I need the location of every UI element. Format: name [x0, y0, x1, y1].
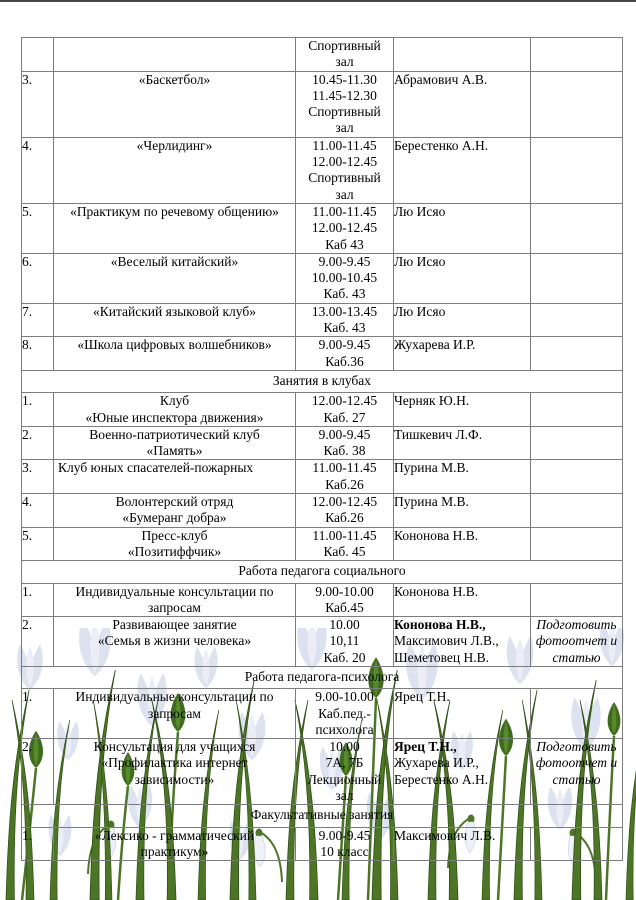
cell-activity: Клуб «Юные инспектора движения» [54, 393, 296, 427]
cell-time: 9.00-9.45 10 класс [296, 827, 394, 861]
table-row [22, 426, 623, 460]
table-row [22, 203, 623, 253]
table-row [22, 38, 623, 72]
cell-teacher: Берестенко А.Н. [394, 137, 531, 203]
cell-activity: «Школа цифровых волшебников» [54, 337, 296, 371]
cell-activity: Индивидуальные консультации по запросам [54, 689, 296, 739]
cell-notes: Подготовить фотоотчет и статью [531, 739, 623, 805]
table-row [22, 303, 623, 337]
cell-time: 12.00-12.45 Каб. 27 [296, 393, 394, 427]
cell-number: 1. [22, 689, 54, 739]
cell-notes [531, 426, 623, 460]
cell-time: 11.00-11.45 Каб.26 [296, 460, 394, 494]
table-row [22, 494, 623, 528]
cell-time: Спортивный зал [296, 38, 394, 72]
cell-notes: Подготовить фотоотчет и статью [531, 617, 623, 667]
cell-activity: Волонтерский отряд «Бумеранг добра» [54, 494, 296, 528]
cell-number: 5. [22, 527, 54, 561]
table-row [22, 827, 623, 861]
section-row [22, 561, 623, 583]
cell-activity: Клуб юных спасателей-пожарных [54, 460, 296, 494]
cell-notes [531, 203, 623, 253]
cell-notes [531, 137, 623, 203]
cell-number: 4. [22, 137, 54, 203]
table-row [22, 527, 623, 561]
cell-time: 9.00-10.00 Каб.45 [296, 583, 394, 617]
section-header: Факультативные занятия [22, 805, 623, 827]
cell-time: 11.00-11.45 12.00-12.45 Каб 43 [296, 203, 394, 253]
table-row [22, 460, 623, 494]
table-row [22, 617, 623, 667]
cell-teacher: Максимович Л.В. [394, 827, 531, 861]
cell-number [22, 38, 54, 72]
cell-teacher: Пурина М.В. [394, 460, 531, 494]
cell-teacher: Пурина М.В. [394, 494, 531, 528]
table-row [22, 689, 623, 739]
cell-teacher: Жухарева И.Р. [394, 337, 531, 371]
cell-time: 10.00 7А, 7Б Лекционный зал [296, 739, 394, 805]
cell-activity: «Баскетбол» [54, 71, 296, 137]
cell-notes [531, 71, 623, 137]
cell-teacher [394, 38, 531, 72]
cell-activity: «Китайский языковой клуб» [54, 303, 296, 337]
cell-teacher: Кононова Н.В., Максимович Л.В., Шеметовец Н.В. [394, 617, 531, 667]
section-header: Занятия в клубах [22, 370, 623, 392]
cell-notes [531, 337, 623, 371]
cell-notes [531, 494, 623, 528]
schedule-table-body [22, 38, 623, 861]
cell-number: 8. [22, 337, 54, 371]
cell-time: 9.00-10.00 Каб.пед.- психолога [296, 689, 394, 739]
cell-number: 3. [22, 71, 54, 137]
cell-notes [531, 38, 623, 72]
cell-teacher: Черняк Ю.Н. [394, 393, 531, 427]
schedule-table [21, 37, 623, 861]
cell-number: 3. [22, 460, 54, 494]
cell-time: 12.00-12.45 Каб.26 [296, 494, 394, 528]
cell-activity: «Практикум по речевому общению» [54, 203, 296, 253]
table-row [22, 137, 623, 203]
cell-notes [531, 303, 623, 337]
cell-number: 6. [22, 253, 54, 303]
cell-activity: Консультация для учащихся «Профилактика интернет зависимости» [54, 739, 296, 805]
cell-notes [531, 689, 623, 739]
cell-notes [531, 253, 623, 303]
cell-number: 1. [22, 393, 54, 427]
table-row [22, 71, 623, 137]
table-row [22, 253, 623, 303]
cell-number: 1. [22, 827, 54, 861]
page-top-rule [0, 0, 636, 2]
cell-notes [531, 527, 623, 561]
cell-number: 1. [22, 583, 54, 617]
cell-time: 11.00-11.45 Каб. 45 [296, 527, 394, 561]
cell-activity: Развивающее занятие «Семья в жизни человека» [54, 617, 296, 667]
cell-activity: «Черлидинг» [54, 137, 296, 203]
cell-teacher: Абрамович А.В. [394, 71, 531, 137]
cell-number: 2. [22, 426, 54, 460]
cell-activity: Военно-патриотический клуб «Память» [54, 426, 296, 460]
table-row [22, 583, 623, 617]
cell-time: 13.00-13.45 Каб. 43 [296, 303, 394, 337]
cell-activity: Пресс-клуб «Позитиффчик» [54, 527, 296, 561]
cell-teacher: Лю Исяо [394, 253, 531, 303]
cell-teacher: Кононова Н.В. [394, 527, 531, 561]
cell-activity: «Лексико - грамматический практикум» [54, 827, 296, 861]
section-row [22, 666, 623, 688]
cell-time: 10.00 10,11 Каб. 20 [296, 617, 394, 667]
table-row [22, 337, 623, 371]
cell-activity [54, 38, 296, 72]
cell-activity: «Веселый китайский» [54, 253, 296, 303]
cell-teacher: Ярец Т.Н., Жухарева И.Р., Берестенко А.Н. [394, 739, 531, 805]
cell-teacher: Тишкевич Л.Ф. [394, 426, 531, 460]
cell-time: 9.00-9.45 Каб.36 [296, 337, 394, 371]
cell-activity: Индивидуальные консультации по запросам [54, 583, 296, 617]
cell-teacher: Лю Исяо [394, 303, 531, 337]
cell-number: 2. [22, 739, 54, 805]
section-row [22, 805, 623, 827]
cell-notes [531, 583, 623, 617]
cell-number: 5. [22, 203, 54, 253]
cell-number: 7. [22, 303, 54, 337]
cell-number: 4. [22, 494, 54, 528]
section-header: Работа педагога социального [22, 561, 623, 583]
cell-number: 2. [22, 617, 54, 667]
cell-notes [531, 460, 623, 494]
cell-teacher: Кононова Н.В. [394, 583, 531, 617]
cell-teacher: Лю Исяо [394, 203, 531, 253]
table-row [22, 739, 623, 805]
section-row [22, 370, 623, 392]
cell-time: 11.00-11.45 12.00-12.45 Спортивный зал [296, 137, 394, 203]
table-row [22, 393, 623, 427]
section-header: Работа педагога-психолога [22, 666, 623, 688]
cell-time: 9.00-9.45 Каб. 38 [296, 426, 394, 460]
cell-notes [531, 827, 623, 861]
cell-time: 9.00-9.45 10.00-10.45 Каб. 43 [296, 253, 394, 303]
schedule-table-wrap [21, 37, 622, 861]
cell-notes [531, 393, 623, 427]
cell-teacher: Ярец Т.Н. [394, 689, 531, 739]
cell-time: 10.45-11.30 11.45-12.30 Спортивный зал [296, 71, 394, 137]
